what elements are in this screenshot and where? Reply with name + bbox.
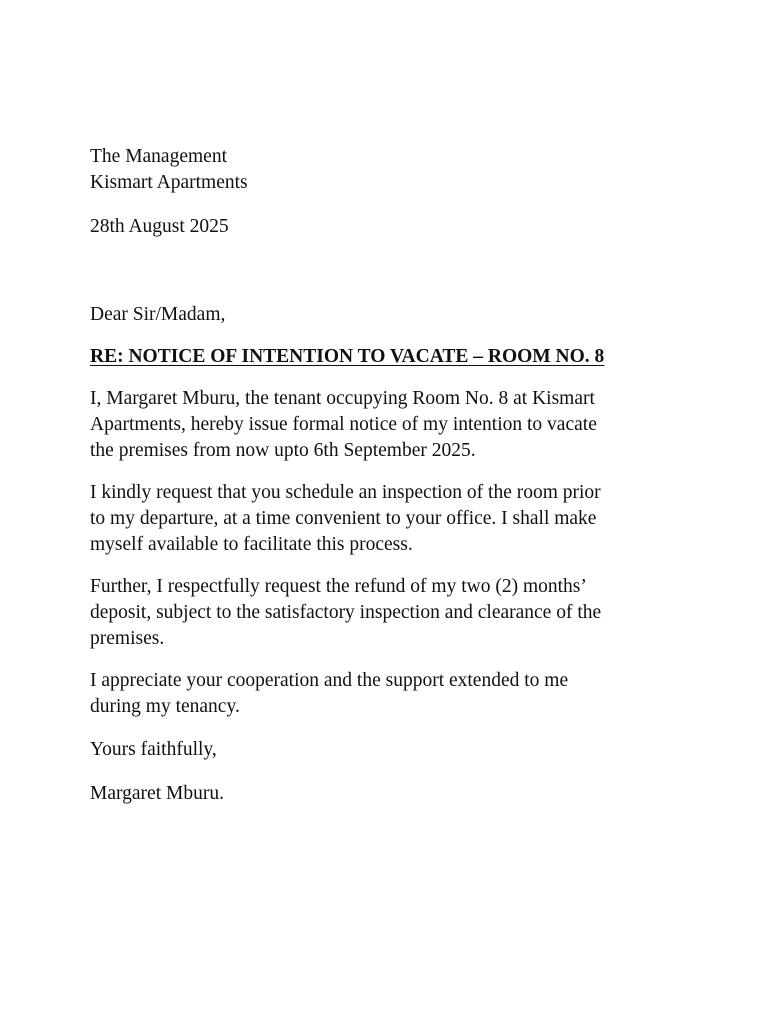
- paragraph-3: [90, 574, 690, 652]
- paragraph-line: during my tenancy.: [90, 696, 240, 717]
- paragraph-line: the premises from now upto 6th September 2025.: [90, 440, 476, 461]
- signature-name: Margaret Mburu.: [90, 783, 224, 804]
- letter-date: 28th August 2025: [90, 216, 229, 237]
- paragraph-line: myself available to facilitate this process.: [90, 534, 413, 555]
- paragraph-line: Apartments, hereby issue formal notice of my intention to vacate: [90, 414, 597, 435]
- paragraph-line: I, Margaret Mburu, the tenant occupying Room No. 8 at Kismart: [90, 388, 595, 409]
- subject-line: RE: NOTICE OF INTENTION TO VACATE – ROOM NO. 8: [90, 346, 605, 367]
- paragraph-2: [90, 480, 690, 558]
- paragraph-line: to my departure, at a time convenient to your office. I shall make: [90, 508, 597, 529]
- paragraph-line: premises.: [90, 628, 165, 649]
- paragraph-line: Further, I respectfully request the refund of my two (2) months’: [90, 576, 587, 597]
- closing: Yours faithfully,: [90, 739, 217, 760]
- paragraph-line: deposit, subject to the satisfactory inspection and clearance of the: [90, 602, 602, 623]
- paragraph-line: I kindly request that you schedule an inspection of the room prior: [90, 482, 601, 503]
- paragraph-1: [90, 386, 690, 464]
- recipient-line-1: The Management: [90, 146, 227, 167]
- paragraph-line: I appreciate your cooperation and the support extended to me: [90, 670, 569, 691]
- paragraph-4: [90, 668, 690, 720]
- recipient-address: [90, 144, 690, 196]
- salutation: Dear Sir/Madam,: [90, 304, 226, 325]
- recipient-line-2: Kismart Apartments: [90, 172, 248, 193]
- letter: [90, 144, 690, 807]
